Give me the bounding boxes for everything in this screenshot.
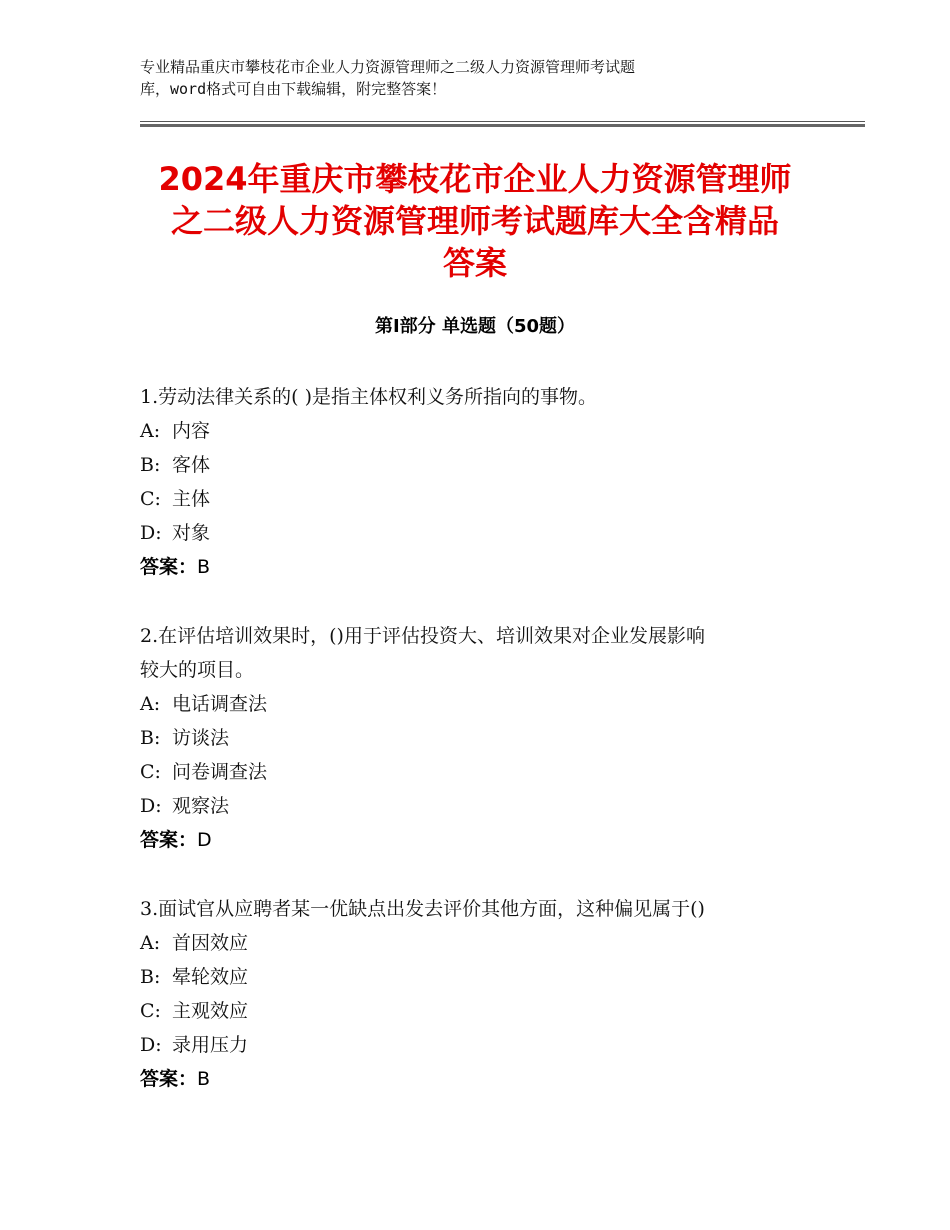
header-note — [140, 56, 780, 100]
question-2-stem-line-2: 较大的项目。 — [140, 659, 255, 681]
option-text: 晕轮效应 — [172, 966, 249, 988]
option-text: 首因效应 — [172, 932, 249, 954]
option-key: A: — [140, 420, 161, 442]
option-key: C: — [140, 1000, 161, 1022]
option-text: 访谈法 — [172, 727, 230, 749]
option-key: C: — [140, 488, 161, 510]
option-text: 主体 — [172, 488, 211, 510]
option-text: 录用压力 — [172, 1034, 249, 1056]
question-3-option-d — [140, 1028, 248, 1062]
header-note-line-1: 专业精品重庆市攀枝花市企业人力资源管理师之二级人力资源管理师考试题 — [140, 58, 636, 76]
option-key: B: — [140, 727, 161, 749]
question-2-answer — [140, 823, 212, 857]
question-3-option-b — [140, 960, 248, 994]
option-text: 电话调查法 — [172, 693, 268, 715]
question-3-option-a — [140, 926, 248, 960]
option-key: C: — [140, 761, 161, 783]
question-1-answer — [140, 550, 210, 584]
option-text: 观察法 — [172, 795, 230, 817]
question-1-option-b — [140, 448, 210, 482]
document-title-line-3: 答案 — [442, 244, 507, 282]
document-title-line-2: 之二级人力资源管理师考试题库大全含精品 — [170, 202, 779, 240]
header-divider-thin — [140, 121, 865, 122]
question-1-option-a — [140, 414, 210, 448]
question-2-option-a — [140, 687, 267, 721]
answer-value: D — [197, 829, 212, 851]
option-key: B: — [140, 966, 161, 988]
section-title: 第Ⅰ部分 单选题（50题） — [374, 316, 575, 337]
option-key: D: — [140, 795, 162, 817]
question-3-answer — [140, 1062, 210, 1096]
question-2-option-c — [140, 755, 267, 789]
answer-label: 答案： — [140, 556, 198, 578]
question-1-stem: 1.劳动法律关系的( )是指主体权利义务所指向的事物。 — [140, 386, 597, 408]
option-text: 主观效应 — [172, 1000, 249, 1022]
option-key: A: — [140, 693, 161, 715]
option-text: 问卷调查法 — [172, 761, 268, 783]
option-key: A: — [140, 932, 161, 954]
option-text: 对象 — [172, 522, 211, 544]
option-key: B: — [140, 454, 161, 476]
question-1-option-c — [140, 482, 210, 516]
question-3-stem: 3.面试官从应聘者某一优缺点出发去评价其他方面，这种偏见属于() — [140, 898, 705, 920]
question-1-option-d — [140, 516, 210, 550]
header-note-line-2: 库，word格式可自由下载编辑，附完整答案！ — [140, 80, 447, 98]
answer-label: 答案： — [140, 1068, 198, 1090]
document-title — [130, 158, 820, 284]
answer-value: B — [197, 1068, 211, 1090]
option-key: D: — [140, 1034, 162, 1056]
option-text: 客体 — [172, 454, 211, 476]
question-2-option-b — [140, 721, 229, 755]
question-3-option-c — [140, 994, 248, 1028]
option-key: D: — [140, 522, 162, 544]
question-2-stem-line-1: 2.在评估培训效果时，()用于评估投资大、培训效果对企业发展影响 — [140, 625, 705, 647]
document-title-line-1: 2024年重庆市攀枝花市企业人力资源管理师 — [158, 160, 792, 198]
answer-value: B — [197, 556, 211, 578]
question-2-option-d — [140, 789, 229, 823]
option-text: 内容 — [172, 420, 211, 442]
header-divider-thick — [140, 124, 865, 127]
answer-label: 答案： — [140, 829, 198, 851]
